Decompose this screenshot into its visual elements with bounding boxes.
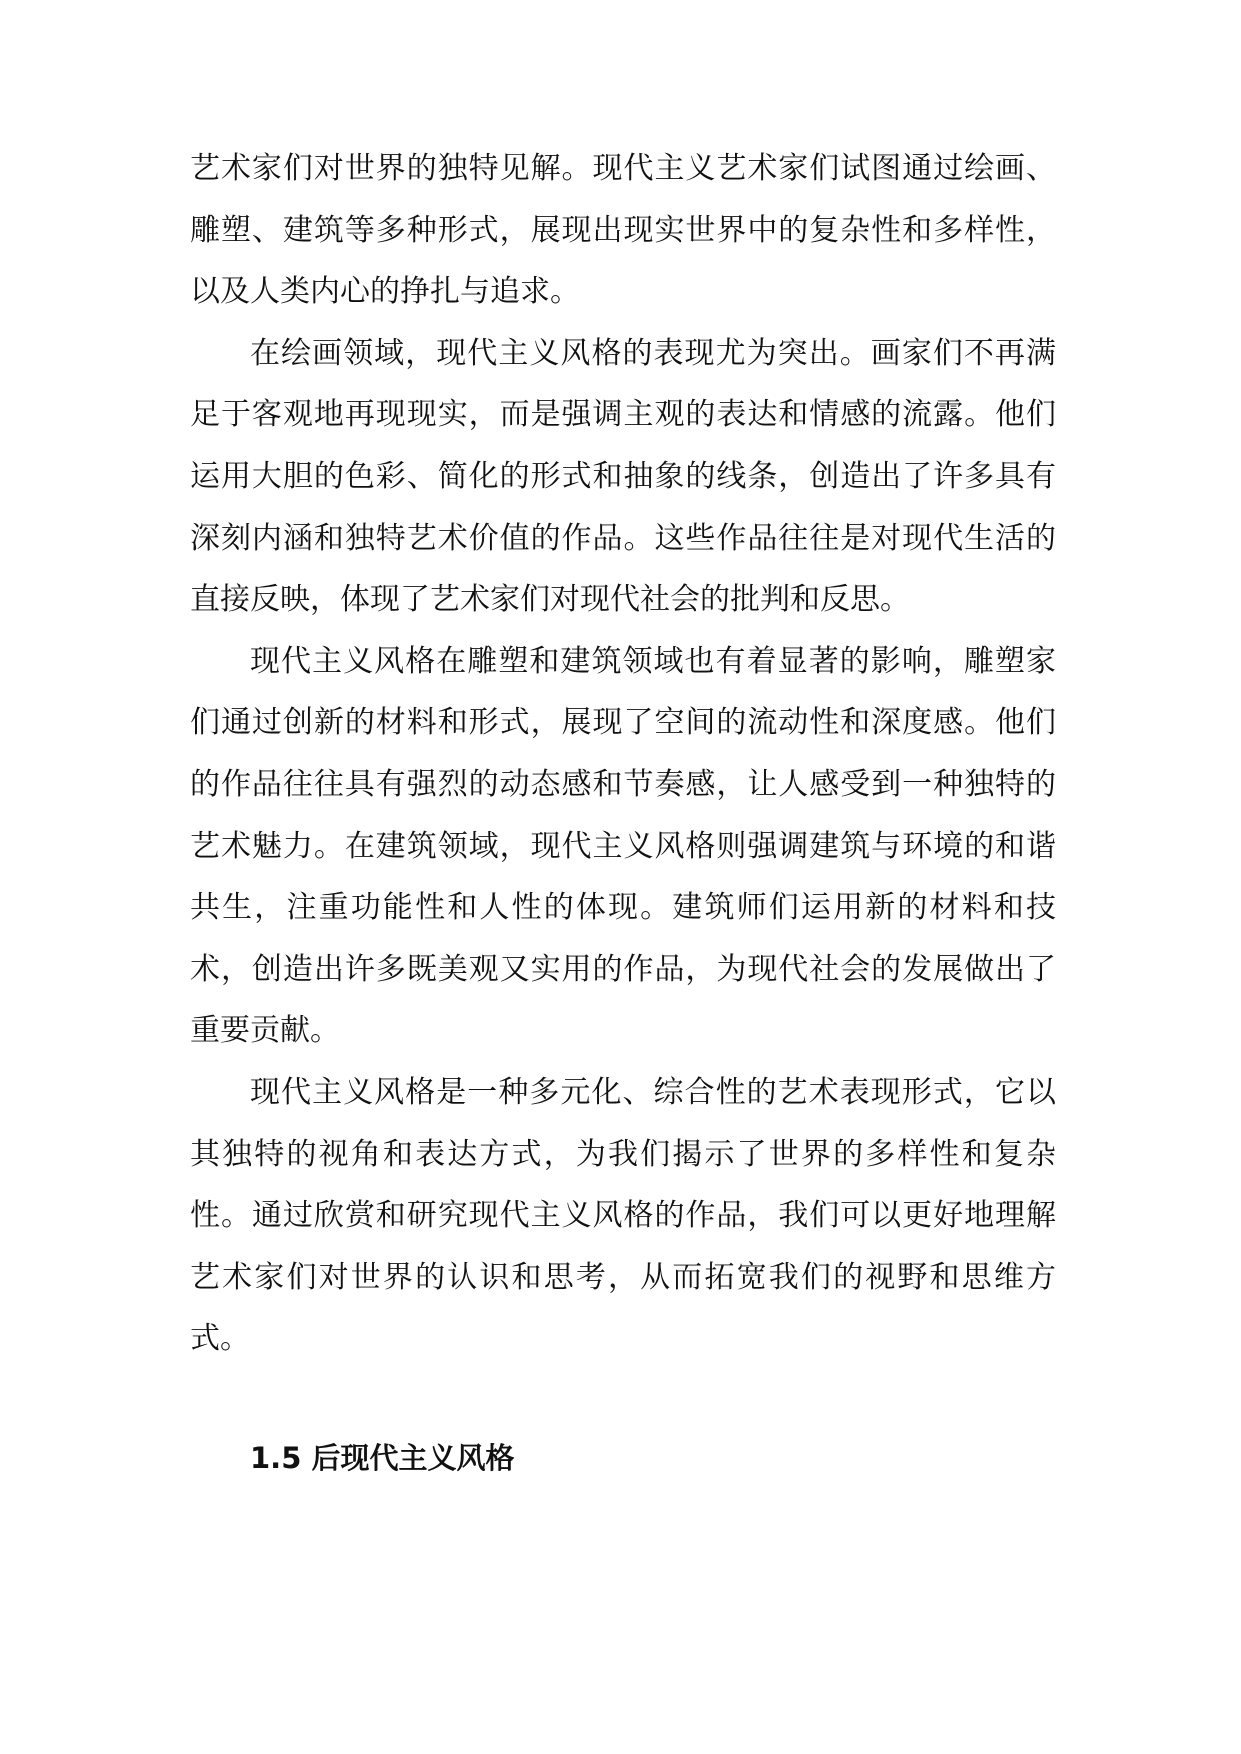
paragraph-painting: 在绘画领域，现代主义风格的表现尤为突出。画家们不再满足于客观地再现现实，而是强调主观的表达和情感的流露。他们运用大胆的色彩、简化的形式和抽象的线条，创造出了许多具有深刻内涵和独特艺术价值的作品。这些作品往往是对现代生活的直接反映，体现了艺术家们对现代社会的批判和反思。 xyxy=(190,335,1056,618)
section-heading: 1.5 后现代主义风格 xyxy=(250,1441,515,1475)
paragraph-summary: 现代主义风格是一种多元化、综合性的艺术表现形式，它以其独特的视角和表达方式，为我们揭示了世界的多样性和复杂性。通过欣赏和研究现代主义风格的作品，我们可以更好地理解艺术家们对世界的认识和思考，从而拓宽我们的视野和思维方式。 xyxy=(190,1074,1056,1357)
paragraph-sculpture-architecture: 现代主义风格在雕塑和建筑领域也有着显著的影响，雕塑家们通过创新的材料和形式，展现了空间的流动性和深度感。他们的作品往往具有强烈的动态感和节奏感，让人感受到一种独特的艺术魅力。在建筑领域，现代主义风格则强调建筑与环境的和谐共生，注重功能性和人性的体现。建筑师们运用新的材料和技术，创造出许多既美观又实用的作品，为现代社会的发展做出了重要贡献。 xyxy=(190,643,1056,1049)
paragraph-continuation: 艺术家们对世界的独特见解。现代主义艺术家们试图通过绘画、雕塑、建筑等多种形式，展现出现实世界中的复杂性和多样性，以及人类内心的挣扎与追求。 xyxy=(190,151,1056,310)
body-text xyxy=(190,138,1056,1370)
